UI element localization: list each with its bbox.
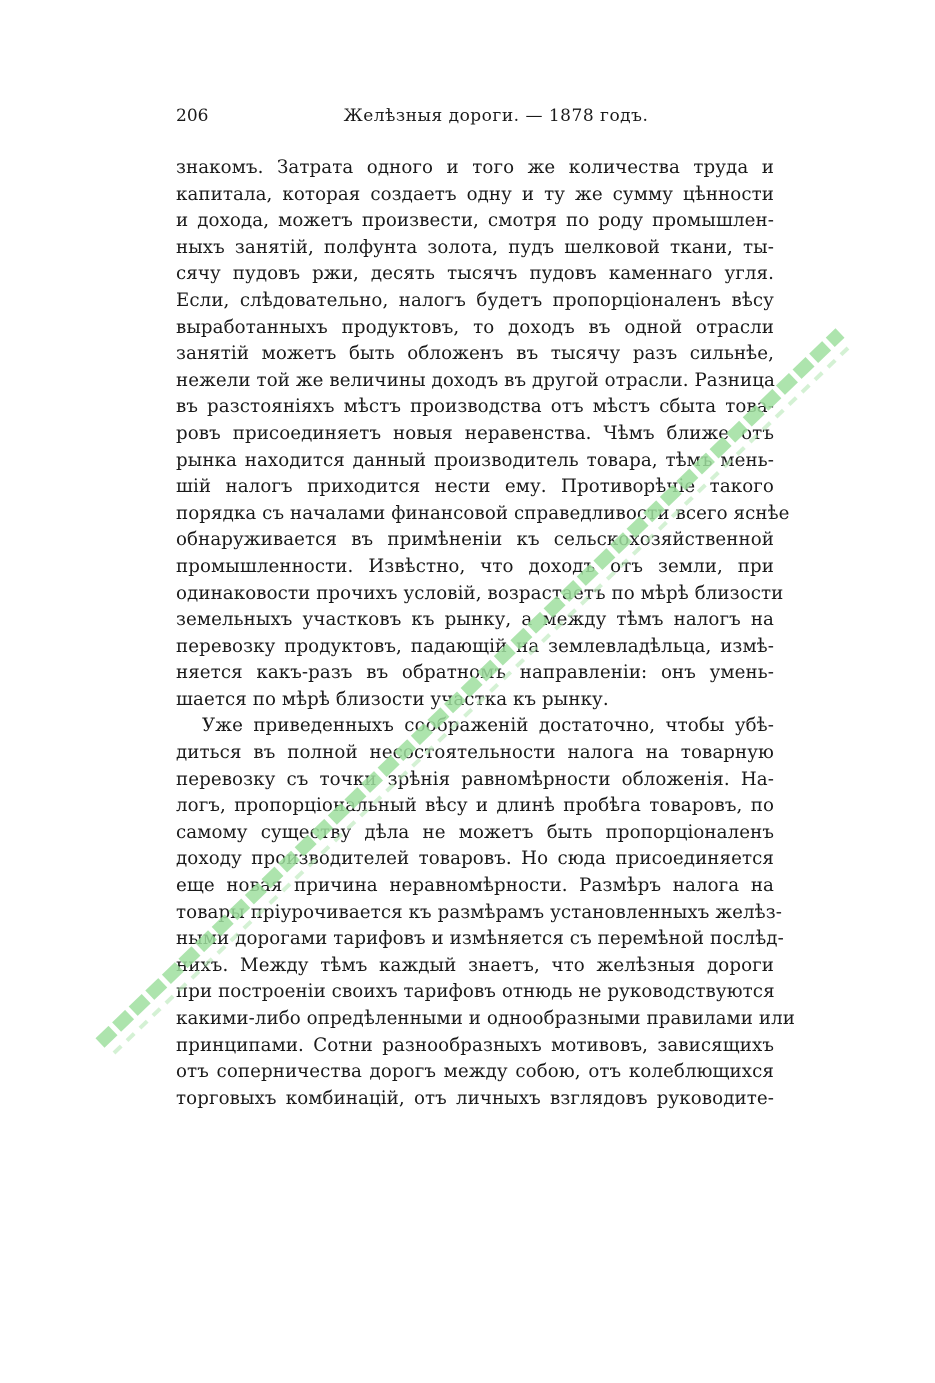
text-line: принципами. Сотни разнообразныхъ мотивовъ, зависящихъ [176, 1034, 774, 1056]
paragraph-2 [176, 713, 795, 1112]
text-line: отъ соперничества дорогъ между собою, отъ колеблющихся [176, 1061, 774, 1083]
text-line: ныхъ занятій, полфунта золота, пудъ шелковой ткани, ты- [176, 236, 774, 258]
text-line: шій налогъ приходится нести ему. Противорѣчіе такого [176, 476, 774, 498]
paragraph-1 [176, 155, 790, 713]
body-text [176, 155, 795, 1112]
text-line: няется какъ-разъ въ обратномъ направленіи: онъ умень- [176, 662, 774, 684]
text-line: земельныхъ участковъ къ рынку, а между тѣмъ налогъ на [176, 609, 774, 631]
text-line: нихъ. Между тѣмъ каждый знаетъ, что желѣзныя дороги [176, 954, 774, 976]
text-line: сячу пудовъ ржи, десять тысячъ пудовъ каменнаго угля. [176, 263, 774, 285]
text-line: и дохода, можетъ произвести, смотря по роду промышлен- [176, 210, 774, 232]
text-line: при построеніи своихъ тарифовъ отнюдь не руководствуются [176, 981, 775, 1003]
text-line: доходу производителей товаровъ. Но сюда присоединяется [176, 848, 774, 870]
text-line: диться въ полной несостоятельности налога на товарную [176, 742, 774, 764]
text-line: шается по мѣрѣ близости участка къ рынку. [176, 688, 609, 710]
text-line: порядка съ началами финансовой справедливости всего яснѣе [176, 502, 790, 524]
text-line: капитала, которая создаетъ одну и ту же сумму цѣнности [176, 183, 774, 205]
text-line: перевозку продуктовъ, падающій на землевладѣльца, измѣ- [176, 635, 774, 657]
text-line: перевозку съ точки зрѣнія равномѣрности обложенія. На- [176, 768, 774, 790]
text-line: занятій можетъ быть обложенъ въ тысячу разъ сильнѣе, [176, 343, 774, 365]
text-line: въ разстояніяхъ мѣстъ производства отъ мѣстъ сбыта това- [176, 396, 774, 418]
running-title: Желѣзныя дороги. — 1878 годъ. [343, 106, 649, 126]
text-line: торговыхъ комбинацій, отъ личныхъ взглядовъ руководите- [176, 1087, 774, 1109]
text-line: знакомъ. Затрата одного и того же количества труда и [176, 157, 774, 178]
text-line: Уже приведенныхъ соображеній достаточно, чтобы убѣ- [202, 715, 774, 737]
text-line: еще новая причина неравномѣрности. Размѣръ налога на [176, 875, 774, 897]
text-line: ровъ присоединяетъ новыя неравенства. Чѣмъ ближе отъ [176, 422, 774, 444]
text-line: одинаковости прочихъ условій, возрастаетъ по мѣрѣ близости [176, 582, 784, 604]
text-line: выработанныхъ продуктовъ, то доходъ въ одной отрасли [176, 316, 774, 338]
text-line: логъ, пропорціональный вѣсу и длинѣ пробѣга товаровъ, по [176, 795, 774, 817]
text-line: какими-либо опредѣленными и однообразными правилами или [176, 1008, 795, 1029]
text-line: ными дорогами тарифовъ и измѣняется съ перемѣной послѣд- [176, 928, 784, 950]
text-line: промышленности. Извѣстно, что доходъ отъ земли, при [176, 555, 774, 577]
running-head [176, 106, 776, 130]
text-line: Если, слѣдовательно, налогъ будетъ пропорціоналенъ вѣсу [176, 289, 774, 311]
page-number: 206 [176, 106, 209, 126]
text-line: нежели той же величины доходъ въ другой отрасли. Разница [176, 369, 775, 391]
text-line: самому существу дѣла не можетъ быть пропорціоналенъ [176, 821, 774, 843]
text-line: рынка находится данный производитель товара, тѣмъ мень- [176, 449, 774, 471]
text-line: обнаруживается въ примѣненіи къ сельскохозяйственной [176, 529, 774, 551]
text-line: товары пріурочивается къ размѣрамъ установленныхъ желѣз- [176, 901, 783, 923]
